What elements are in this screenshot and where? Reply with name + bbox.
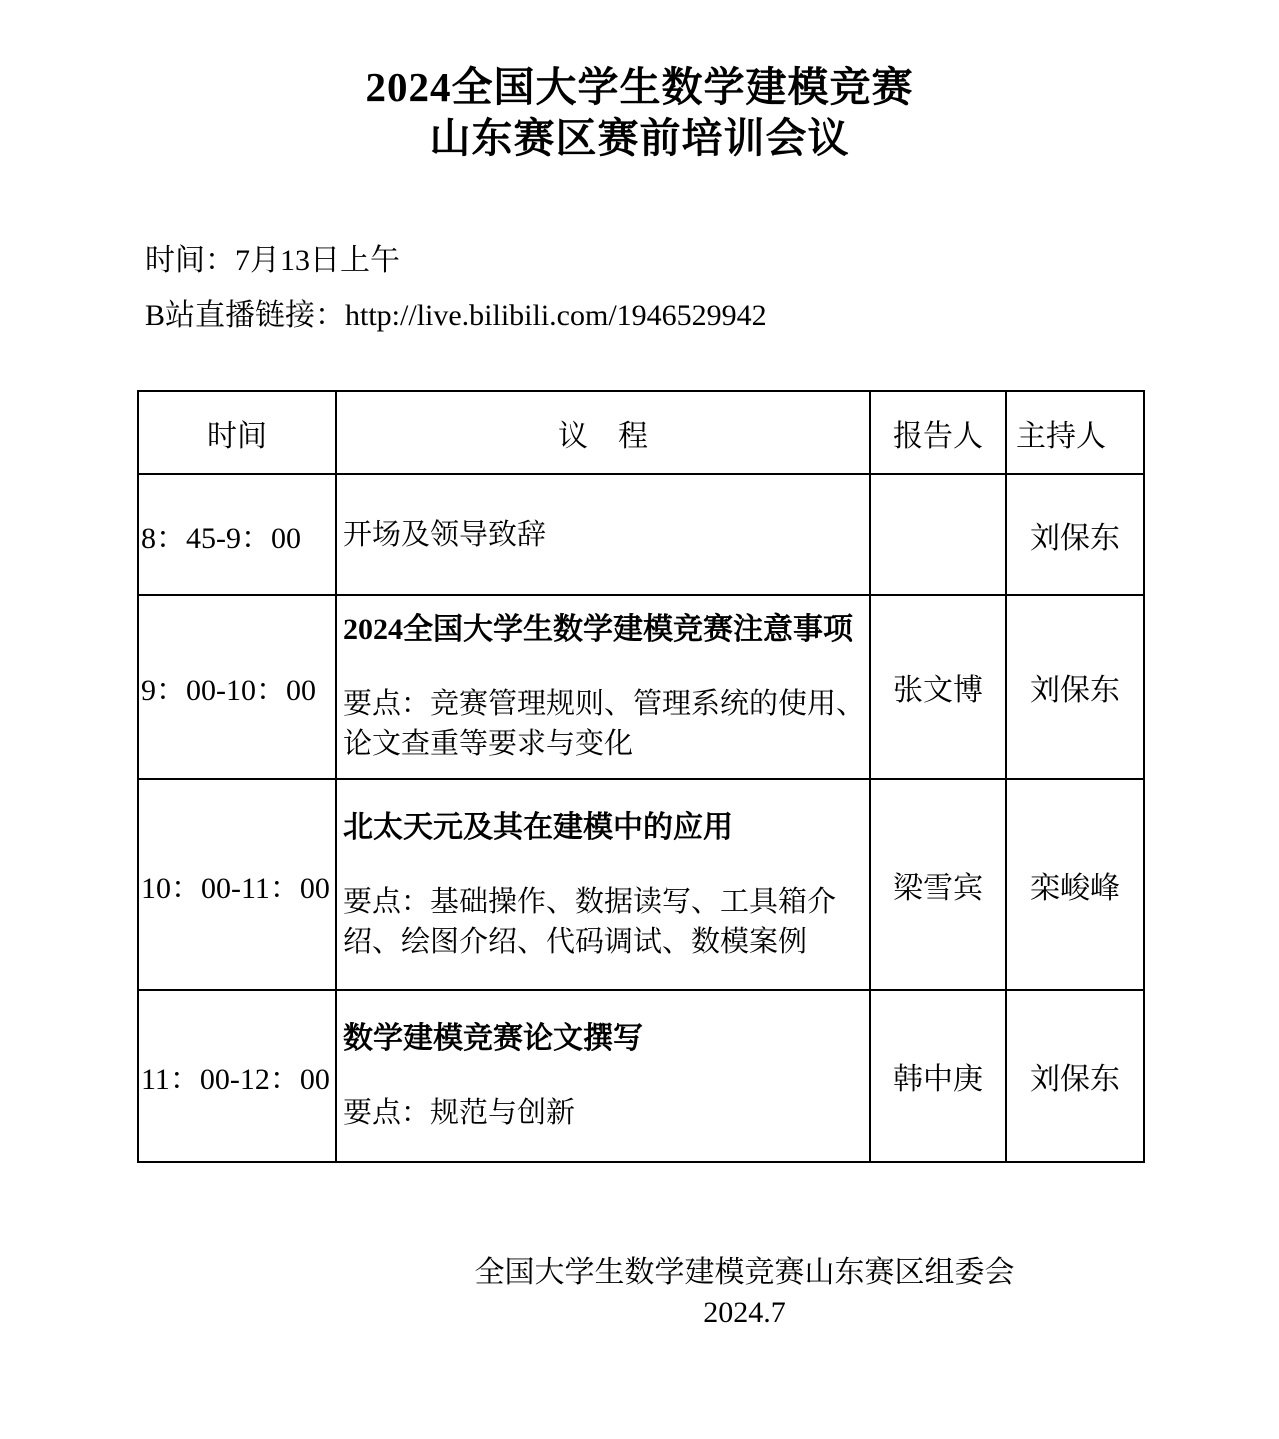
session-speaker: 韩中庚	[870, 990, 1006, 1162]
title-line-2: 山东赛区赛前培训会议	[429, 115, 850, 161]
session-host: 刘保东	[1006, 595, 1144, 779]
table-row	[138, 990, 1144, 1162]
session-agenda	[336, 595, 870, 779]
agenda-heading: 2024全国大学生数学建模竞赛注意事项	[343, 613, 853, 646]
col-header-host: 主持人	[1006, 391, 1144, 474]
stream-url: http://live.bilibili.com/1946529942	[345, 299, 767, 332]
session-agenda	[336, 474, 870, 595]
session-speaker: 张文博	[870, 595, 1006, 779]
document-page	[0, 62, 1279, 1333]
table-row	[138, 595, 1144, 779]
col-header-time: 时间	[138, 391, 336, 474]
meeting-time-line: 时间：7月13日上午	[145, 244, 400, 277]
session-time: 10：00-11：00	[138, 779, 336, 990]
footer-date: 2024.7	[703, 1296, 786, 1329]
session-time: 11：00-12：00	[138, 990, 336, 1162]
session-speaker: 梁雪宾	[870, 779, 1006, 990]
table-row	[138, 779, 1144, 990]
agenda-heading: 北太天元及其在建模中的应用	[343, 810, 733, 844]
table-header-row	[138, 391, 1144, 474]
session-time: 8：45-9：00	[138, 474, 336, 595]
table-row	[138, 474, 1144, 595]
session-time: 9：00-10：00	[138, 595, 336, 779]
agenda-heading: 数学建模竞赛论文撰写	[343, 1022, 643, 1055]
col-header-speaker: 报告人	[870, 391, 1006, 474]
agenda-table	[137, 390, 1145, 1163]
agenda-detail: 要点：竞赛管理规则、管理系统的使用、论文查重等要求与变化	[343, 688, 866, 760]
document-title	[0, 62, 1279, 164]
session-speaker	[870, 474, 1006, 595]
stream-link-label: B站直播链接：	[145, 299, 346, 332]
agenda-detail: 开场及领导致辞	[343, 518, 547, 551]
session-agenda	[336, 779, 870, 990]
footer-organizer: 全国大学生数学建模竞赛山东赛区组委会	[474, 1256, 1015, 1289]
session-host: 刘保东	[1006, 990, 1144, 1162]
session-host: 刘保东	[1006, 474, 1144, 595]
agenda-detail: 要点：规范与创新	[343, 1097, 576, 1129]
agenda-detail: 要点：基础操作、数据读写、工具箱介绍、绘图介绍、代码调试、数模案例	[343, 885, 837, 958]
meeting-meta	[145, 241, 1279, 336]
document-footer	[210, 1253, 1279, 1333]
session-host: 栾峻峰	[1006, 779, 1144, 990]
session-agenda	[336, 990, 870, 1162]
stream-link-line	[145, 296, 1279, 336]
col-header-agenda: 议 程	[336, 391, 870, 474]
title-line-1: 2024全国大学生数学建模竞赛	[365, 64, 914, 110]
